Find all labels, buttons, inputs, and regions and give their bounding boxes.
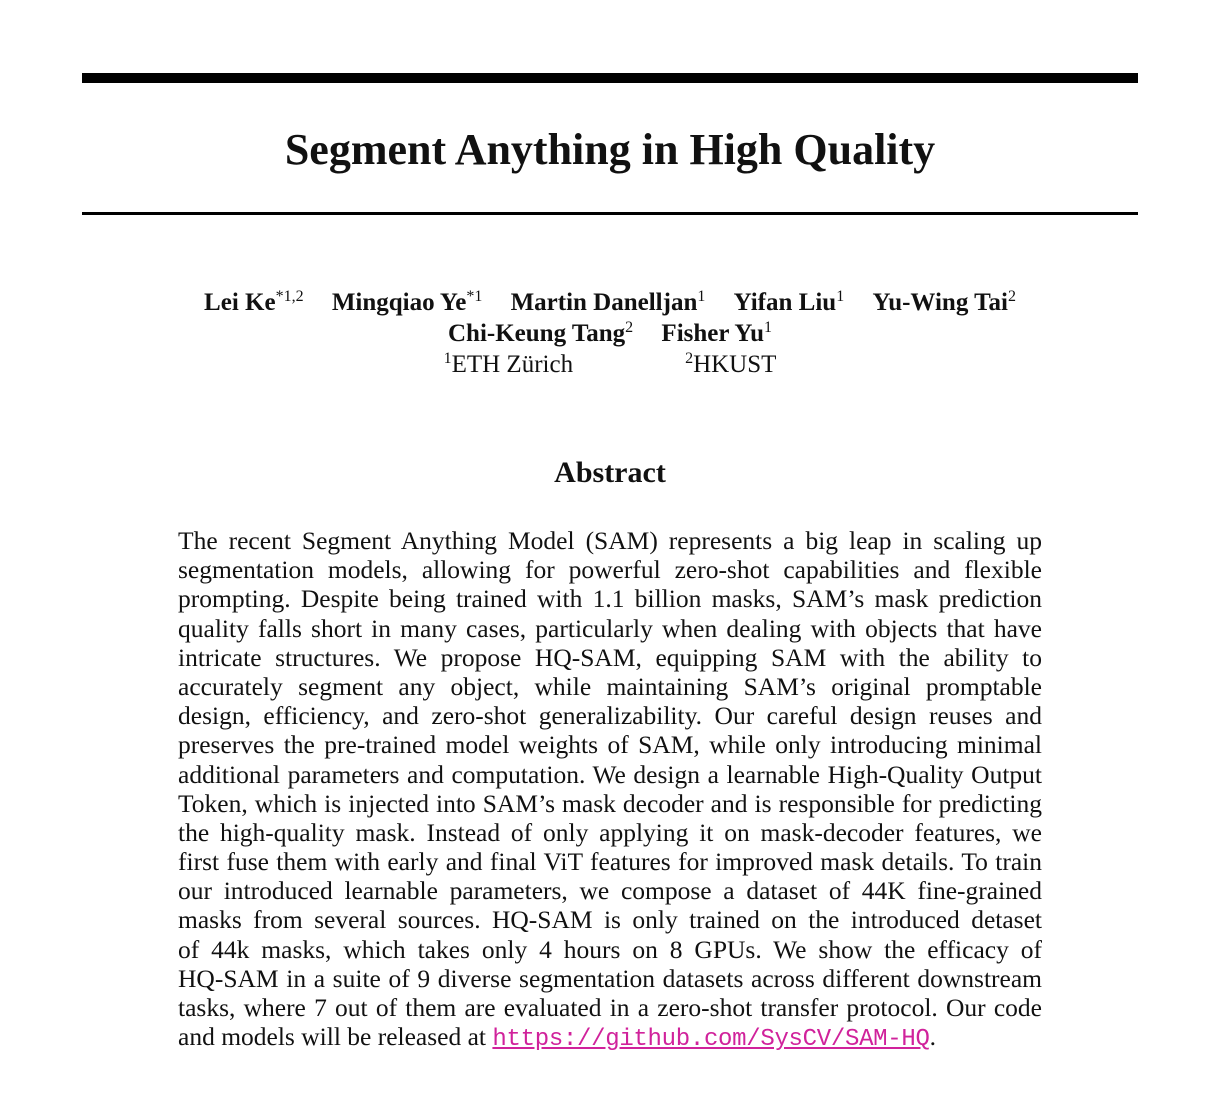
abstract-line: masks from several sources. HQ-SAM is only trained on the introduced detaset <box>178 905 1042 935</box>
author-affiliation-mark: *1,2 <box>275 288 304 305</box>
author-name: Yifan Liu$^1$ <box>733 288 845 316</box>
author-affiliation-mark: 2 <box>625 319 634 336</box>
abstract-line: our introduced learnable parameters, we compose a dataset of 44K fine-grained <box>178 876 1042 906</box>
abstract-line: The recent Segment Anything Model (SAM) represents a big leap in scaling up <box>178 526 1042 555</box>
abstract-line: preserves the pre-trained model weights of SAM, while only introducing minimal <box>178 730 1042 760</box>
author-name: Yu-Wing Tai$^2$ <box>872 288 1016 316</box>
code-repository-link[interactable]: https://github.com/SysCV/SAM-HQ <box>492 1026 930 1054</box>
abstract-line: accurately segment any object, while maintaining SAM’s original promptable <box>178 671 1042 701</box>
author-affiliation-mark: 1 <box>836 288 845 305</box>
author-name: Martin Danelljan$^1$ <box>510 288 706 316</box>
author-affiliation-mark: 1 <box>697 288 706 305</box>
affiliation: $^1$ETH Zürich <box>443 350 574 378</box>
top-rule <box>82 73 1138 83</box>
abstract-heading: Abstract <box>554 456 666 489</box>
author-affiliation-mark: *1 <box>466 288 483 305</box>
abstract-line: tasks, where 7 out of them are evaluated in a zero-shot transfer protocol. Our code <box>178 993 1042 1022</box>
abstract-line: the high-quality mask. Instead of only applying it on mask-decoder features, we <box>178 817 1042 847</box>
title-rule <box>82 212 1138 215</box>
author-name: Lei Ke$^{*1,2}$ <box>204 288 304 316</box>
abstract-text <box>178 526 1042 1054</box>
affiliation-line <box>82 349 1138 380</box>
author-block <box>82 287 1138 380</box>
abstract-line: prompting. Despite being trained with 1.1 billion masks, SAM’s mask prediction <box>178 584 1042 614</box>
abstract-line: of 44k masks, which takes only 4 hours on 8 GPUs. We show the efficacy of <box>178 934 1042 964</box>
affiliation: $^2$HKUST <box>685 350 777 378</box>
author-line-2 <box>82 318 1138 349</box>
author-line-1 <box>82 287 1138 318</box>
abstract-line: additional parameters and computation. We design a learnable High-Quality Output <box>178 759 1042 789</box>
author-name: Mingqiao Ye$^{*1}$ <box>331 288 483 316</box>
abstract-line: quality falls short in many cases, particularly when dealing with objects that have <box>178 613 1042 643</box>
abstract-line: first fuse them with early and final ViT features for improved mask details. To train <box>178 847 1042 877</box>
author-affiliation-mark: 2 <box>1007 288 1016 305</box>
author-name: Fisher Yu$^1$ <box>661 319 772 347</box>
author-affiliation-mark: 1 <box>764 319 772 336</box>
abstract-line: Token, which is injected into SAM’s mask decoder and is responsible for predicting <box>178 788 1042 818</box>
abstract-line: segmentation models, allowing for powerful zero-shot capabilities and flexible <box>178 555 1042 585</box>
author-name: Chi-Keung Tang$^2$ <box>448 319 634 347</box>
abstract-line: design, efficiency, and zero-shot generalizability. Our careful design reuses and <box>178 701 1042 731</box>
paper-title: Segment Anything in High Quality <box>284 125 936 174</box>
abstract-line: HQ-SAM in a suite of 9 diverse segmentation datasets across different downstream <box>178 963 1042 993</box>
abstract-last-line: and models will be released at https://github.com/SysCV/SAM-HQ. <box>178 1022 936 1054</box>
abstract-line: intricate structures. We propose HQ-SAM, equipping SAM with the ability to <box>178 642 1042 672</box>
